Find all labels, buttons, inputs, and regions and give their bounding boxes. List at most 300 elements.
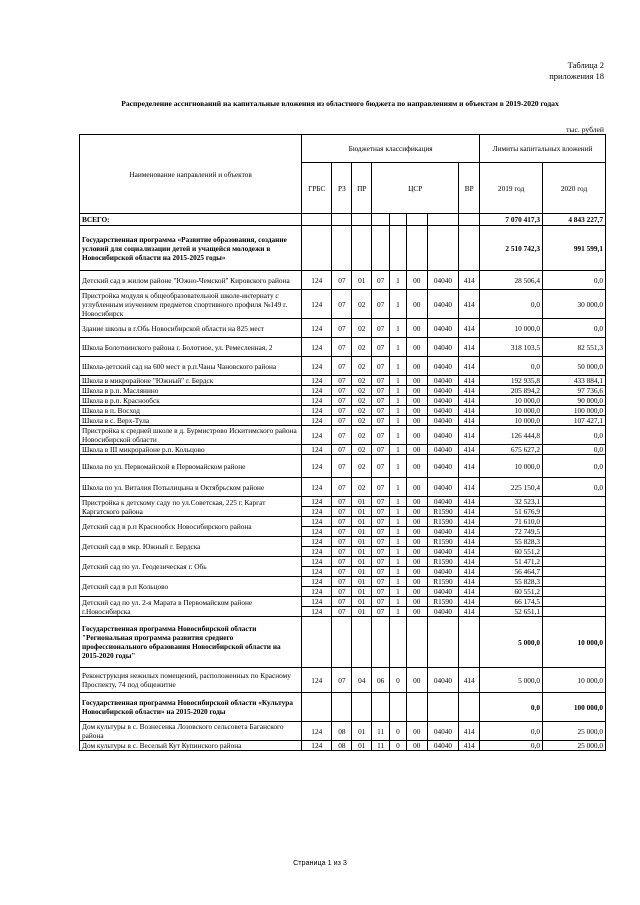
table-row bbox=[80, 416, 606, 426]
amount-2020 bbox=[543, 547, 606, 557]
code-vr: 414 bbox=[459, 406, 480, 416]
code-c1: 07 bbox=[372, 338, 390, 357]
code-c2: 1 bbox=[390, 271, 407, 290]
amount-2020 bbox=[543, 587, 606, 597]
code-c4: 04040 bbox=[427, 478, 458, 497]
object-name: Школа в р.п. Краснообск bbox=[80, 396, 302, 406]
code-pr: 01 bbox=[352, 722, 372, 741]
code-vr: 414 bbox=[459, 517, 480, 527]
code-c2: 1 bbox=[390, 478, 407, 497]
code-g: 124 bbox=[302, 406, 332, 416]
code-pr: 01 bbox=[352, 597, 372, 607]
amount-2020 bbox=[543, 537, 606, 547]
code-rz: 07 bbox=[332, 547, 352, 557]
code-c3: 00 bbox=[406, 376, 427, 386]
code-g: 124 bbox=[302, 478, 332, 497]
col-limits-header: Лимиты капитальных вложений bbox=[480, 135, 606, 163]
code-c1: 07 bbox=[372, 607, 390, 617]
code-rz: 07 bbox=[332, 668, 352, 693]
code-rz: 07 bbox=[332, 271, 352, 290]
page-footer: Страница 1 из 3 bbox=[293, 858, 347, 867]
amount-2019: 5 000,0 bbox=[480, 668, 543, 693]
object-name: Школа по ул. Виталия Потылицына в Октябрьском районе bbox=[80, 478, 302, 497]
code-vr: 414 bbox=[459, 290, 480, 319]
table-row bbox=[80, 577, 606, 587]
amount-2019: 10 000,0 bbox=[480, 416, 543, 426]
code-vr: 414 bbox=[459, 527, 480, 537]
code-rz: 07 bbox=[332, 527, 352, 537]
code-c1: 07 bbox=[372, 587, 390, 597]
amount-2019: 32 523,1 bbox=[480, 497, 543, 507]
object-name: Школа по ул. Первомайской в Первомайском районе bbox=[80, 455, 302, 478]
code-c1: 07 bbox=[372, 376, 390, 386]
amount-2019: 0,0 bbox=[480, 290, 543, 319]
amount-2020: 25 000,0 bbox=[543, 741, 606, 751]
code-c3: 00 bbox=[406, 567, 427, 577]
code-c4: 04040 bbox=[427, 319, 458, 338]
code-c4: 04040 bbox=[427, 455, 458, 478]
code-c1: 07 bbox=[372, 290, 390, 319]
empty-cell bbox=[427, 617, 458, 668]
code-c2: 1 bbox=[390, 537, 407, 547]
code-vr: 414 bbox=[459, 445, 480, 455]
amount-2019: 0,0 bbox=[480, 357, 543, 376]
code-vr: 414 bbox=[459, 547, 480, 557]
table-row bbox=[80, 722, 606, 741]
amount-2020 bbox=[543, 517, 606, 527]
empty-cell bbox=[390, 226, 407, 271]
table-row bbox=[80, 668, 606, 693]
col-grbs-header: ГРБС bbox=[302, 163, 332, 214]
code-c3: 00 bbox=[406, 527, 427, 537]
code-c3: 00 bbox=[406, 426, 427, 445]
code-rz: 07 bbox=[332, 478, 352, 497]
code-c4: 04040 bbox=[427, 406, 458, 416]
table-row bbox=[80, 557, 606, 567]
code-vr: 414 bbox=[459, 416, 480, 426]
amount-2019: 60 551,2 bbox=[480, 587, 543, 597]
amount-2019: 205 894,2 bbox=[480, 386, 543, 396]
amount-2019: 56 464,7 bbox=[480, 567, 543, 577]
code-c4: R1590 bbox=[427, 507, 458, 517]
empty-cell bbox=[332, 617, 352, 668]
code-c4: R1590 bbox=[427, 537, 458, 547]
code-g: 124 bbox=[302, 547, 332, 557]
code-pr: 02 bbox=[352, 338, 372, 357]
code-c1: 07 bbox=[372, 426, 390, 445]
total-row bbox=[80, 214, 606, 226]
code-vr: 414 bbox=[459, 597, 480, 607]
code-pr: 01 bbox=[352, 537, 372, 547]
code-c1: 07 bbox=[372, 557, 390, 567]
empty-cell bbox=[332, 226, 352, 271]
empty-cell bbox=[372, 617, 390, 668]
amount-2020: 97 736,6 bbox=[543, 386, 606, 396]
code-g: 124 bbox=[302, 455, 332, 478]
code-g: 124 bbox=[302, 741, 332, 751]
empty-cell bbox=[302, 226, 332, 271]
amount-2020 bbox=[543, 577, 606, 587]
amount-2020: 433 884,1 bbox=[543, 376, 606, 386]
amount-2020: 0,0 bbox=[543, 319, 606, 338]
code-vr: 414 bbox=[459, 557, 480, 567]
code-c1: 11 bbox=[372, 741, 390, 751]
code-c3: 00 bbox=[406, 547, 427, 557]
program-row bbox=[80, 693, 606, 722]
table-row bbox=[80, 357, 606, 376]
code-pr: 01 bbox=[352, 557, 372, 567]
code-c4: 04040 bbox=[427, 607, 458, 617]
empty-cell bbox=[302, 693, 332, 722]
object-name: Школа в микрорайоне "Южный" г. Бердск bbox=[80, 376, 302, 386]
code-c4: 04040 bbox=[427, 416, 458, 426]
code-c3: 00 bbox=[406, 386, 427, 396]
code-g: 124 bbox=[302, 338, 332, 357]
code-g: 124 bbox=[302, 357, 332, 376]
code-c4: 04040 bbox=[427, 426, 458, 445]
empty-cell bbox=[427, 693, 458, 722]
amount-2019: 10 000,0 bbox=[480, 406, 543, 416]
code-c4: 04040 bbox=[427, 587, 458, 597]
table-number: Таблица 2 bbox=[567, 60, 604, 70]
code-vr: 414 bbox=[459, 567, 480, 577]
amount-2019: 60 551,2 bbox=[480, 547, 543, 557]
code-g: 124 bbox=[302, 386, 332, 396]
code-c2: 1 bbox=[390, 406, 407, 416]
code-c4: R1590 bbox=[427, 517, 458, 527]
code-g: 124 bbox=[302, 587, 332, 597]
code-c4: 04040 bbox=[427, 741, 458, 751]
table-body bbox=[80, 135, 606, 751]
code-g: 124 bbox=[302, 319, 332, 338]
table-row bbox=[80, 338, 606, 357]
total-2019: 7 070 417,3 bbox=[480, 214, 543, 226]
table-row bbox=[80, 497, 606, 507]
empty-cell bbox=[406, 617, 427, 668]
code-c4: 04040 bbox=[427, 386, 458, 396]
code-c2: 1 bbox=[390, 290, 407, 319]
code-c2: 1 bbox=[390, 338, 407, 357]
code-g: 124 bbox=[302, 577, 332, 587]
code-pr: 02 bbox=[352, 319, 372, 338]
empty-cell bbox=[372, 226, 390, 271]
amount-2019: 10 000,0 bbox=[480, 455, 543, 478]
code-g: 124 bbox=[302, 597, 332, 607]
amount-2019: 2 510 742,3 bbox=[480, 226, 543, 271]
code-c1: 07 bbox=[372, 497, 390, 507]
table-caption bbox=[549, 60, 604, 82]
document-title: Распределение ассигнований на капитальные вложения из областного бюджета по направлениям и объектам в 2019-2020 годах bbox=[121, 99, 559, 108]
amount-2019: 0,0 bbox=[480, 722, 543, 741]
code-c2: 1 bbox=[390, 319, 407, 338]
amount-2020 bbox=[543, 567, 606, 577]
code-vr: 414 bbox=[459, 426, 480, 445]
total-2020: 4 843 227,7 bbox=[543, 214, 606, 226]
code-c4: 04040 bbox=[427, 357, 458, 376]
total-label: ВСЕГО: bbox=[80, 214, 302, 226]
code-c4: 04040 bbox=[427, 445, 458, 455]
code-c2: 1 bbox=[390, 587, 407, 597]
code-c3: 00 bbox=[406, 607, 427, 617]
code-c3: 00 bbox=[406, 416, 427, 426]
code-c2: 1 bbox=[390, 547, 407, 557]
amount-2019: 192 935,8 bbox=[480, 376, 543, 386]
code-c4: R1590 bbox=[427, 597, 458, 607]
object-name: Пристройка модуля к общеобразовательной школе-интернату с углубленным изучением предметов спортивного профиля №149 г. Новосибирск bbox=[80, 290, 302, 319]
empty-cell bbox=[459, 693, 480, 722]
code-vr: 414 bbox=[459, 741, 480, 751]
code-c3: 00 bbox=[406, 357, 427, 376]
amount-2019: 126 444,8 bbox=[480, 426, 543, 445]
table-row bbox=[80, 537, 606, 547]
code-g: 124 bbox=[302, 537, 332, 547]
code-pr: 02 bbox=[352, 445, 372, 455]
code-rz: 07 bbox=[332, 406, 352, 416]
code-g: 124 bbox=[302, 517, 332, 527]
amount-2020: 100 000,0 bbox=[543, 406, 606, 416]
code-c2: 1 bbox=[390, 416, 407, 426]
code-pr: 02 bbox=[352, 376, 372, 386]
code-c2: 1 bbox=[390, 426, 407, 445]
code-g: 124 bbox=[302, 376, 332, 386]
empty-cell bbox=[332, 693, 352, 722]
code-c1: 07 bbox=[372, 577, 390, 587]
object-name: Школа в с. Верх-Тула bbox=[80, 416, 302, 426]
code-c4: 04040 bbox=[427, 290, 458, 319]
code-c2: 1 bbox=[390, 557, 407, 567]
code-c3: 00 bbox=[406, 396, 427, 406]
code-vr: 414 bbox=[459, 396, 480, 406]
amount-2019: 675 627,2 bbox=[480, 445, 543, 455]
object-name: Государственная программа Новосибирской области "Региональная программа развития среднего профессионального образования Новосибирской области на 2015-2020 годы" bbox=[80, 617, 302, 668]
table-row bbox=[80, 517, 606, 527]
code-c2: 1 bbox=[390, 445, 407, 455]
code-c4: 04040 bbox=[427, 668, 458, 693]
amount-2020: 25 000,0 bbox=[543, 722, 606, 741]
code-vr: 414 bbox=[459, 497, 480, 507]
code-c3: 00 bbox=[406, 741, 427, 751]
code-pr: 02 bbox=[352, 357, 372, 376]
table-row bbox=[80, 396, 606, 406]
code-rz: 07 bbox=[332, 357, 352, 376]
code-c3: 00 bbox=[406, 668, 427, 693]
table-row bbox=[80, 290, 606, 319]
code-c2: 1 bbox=[390, 507, 407, 517]
code-g: 124 bbox=[302, 445, 332, 455]
code-c4: 04040 bbox=[427, 396, 458, 406]
code-c2: 1 bbox=[390, 497, 407, 507]
code-pr: 01 bbox=[352, 577, 372, 587]
empty-cell bbox=[302, 617, 332, 668]
amount-2020: 10 000,0 bbox=[543, 668, 606, 693]
code-vr: 414 bbox=[459, 319, 480, 338]
code-g: 124 bbox=[302, 557, 332, 567]
object-name: Пристройка к детскому саду по ул.Советская, 225 г. Каргат Каргатского района bbox=[80, 497, 302, 517]
amount-2019: 0,0 bbox=[480, 741, 543, 751]
code-c2: 1 bbox=[390, 607, 407, 617]
code-g: 124 bbox=[302, 271, 332, 290]
code-c3: 00 bbox=[406, 338, 427, 357]
code-g: 124 bbox=[302, 497, 332, 507]
code-c1: 07 bbox=[372, 567, 390, 577]
code-pr: 02 bbox=[352, 426, 372, 445]
code-vr: 414 bbox=[459, 537, 480, 547]
code-c3: 00 bbox=[406, 557, 427, 567]
code-c2: 1 bbox=[390, 577, 407, 587]
code-c3: 00 bbox=[406, 577, 427, 587]
amount-2019: 10 000,0 bbox=[480, 319, 543, 338]
code-g: 124 bbox=[302, 668, 332, 693]
code-pr: 02 bbox=[352, 416, 372, 426]
object-name: Школа Болотнинского района г. Болотное, ул. Ремесленная, 2 bbox=[80, 338, 302, 357]
code-c1: 06 bbox=[372, 668, 390, 693]
code-c1: 07 bbox=[372, 527, 390, 537]
col-vr-header: ВР bbox=[459, 163, 480, 214]
code-c3: 00 bbox=[406, 597, 427, 607]
empty-cell bbox=[352, 693, 372, 722]
code-c3: 00 bbox=[406, 507, 427, 517]
object-name: Реконструкция нежилых помещений, расположенных по Красному Проспекту, 74 под общежитие bbox=[80, 668, 302, 693]
code-rz: 07 bbox=[332, 557, 352, 567]
empty-cell bbox=[459, 617, 480, 668]
code-rz: 07 bbox=[332, 497, 352, 507]
object-name: Детский сад в р.п Кольцово bbox=[80, 577, 302, 597]
amount-2020: 0,0 bbox=[543, 445, 606, 455]
object-name: Детский сад в жилом районе "Южно-Чемской" Кировского района bbox=[80, 271, 302, 290]
object-name: Государственная программа Новосибирской области «Культура Новосибирской области» на 2015-2020 годы bbox=[80, 693, 302, 722]
code-c1: 07 bbox=[372, 507, 390, 517]
code-rz: 07 bbox=[332, 517, 352, 527]
code-rz: 07 bbox=[332, 597, 352, 607]
amount-2020 bbox=[543, 607, 606, 617]
col-rz-header: РЗ bbox=[332, 163, 352, 214]
code-c1: 11 bbox=[372, 722, 390, 741]
object-name: Школа в III микрорайоне р.п. Кольцово bbox=[80, 445, 302, 455]
amount-2019: 55 828,3 bbox=[480, 577, 543, 587]
amount-2020 bbox=[543, 557, 606, 567]
code-c3: 00 bbox=[406, 445, 427, 455]
code-rz: 07 bbox=[332, 416, 352, 426]
amount-2019: 225 150,4 bbox=[480, 478, 543, 497]
code-g: 124 bbox=[302, 607, 332, 617]
code-pr: 01 bbox=[352, 517, 372, 527]
code-pr: 01 bbox=[352, 741, 372, 751]
code-c1: 07 bbox=[372, 455, 390, 478]
code-pr: 01 bbox=[352, 527, 372, 537]
code-g: 124 bbox=[302, 527, 332, 537]
empty-cell bbox=[406, 693, 427, 722]
code-rz: 07 bbox=[332, 319, 352, 338]
code-rz: 07 bbox=[332, 386, 352, 396]
code-c4: 04040 bbox=[427, 376, 458, 386]
empty-cell bbox=[459, 226, 480, 271]
appendix-label: приложения 18 bbox=[549, 71, 604, 81]
object-name: Детский сад в мкр. Южный г. Бердска bbox=[80, 537, 302, 557]
code-vr: 414 bbox=[459, 386, 480, 396]
amount-2019: 71 610,0 bbox=[480, 517, 543, 527]
code-rz: 07 bbox=[332, 587, 352, 597]
code-pr: 01 bbox=[352, 547, 372, 557]
table-row bbox=[80, 478, 606, 497]
program-row bbox=[80, 617, 606, 668]
empty-cell bbox=[390, 693, 407, 722]
code-rz: 07 bbox=[332, 396, 352, 406]
code-c2: 1 bbox=[390, 567, 407, 577]
code-c1: 07 bbox=[372, 319, 390, 338]
code-vr: 414 bbox=[459, 478, 480, 497]
code-vr: 414 bbox=[459, 271, 480, 290]
code-c1: 07 bbox=[372, 386, 390, 396]
table-row bbox=[80, 597, 606, 607]
code-c3: 00 bbox=[406, 537, 427, 547]
table-row bbox=[80, 741, 606, 751]
table-row bbox=[80, 455, 606, 478]
code-c1: 07 bbox=[372, 478, 390, 497]
amount-2020: 107 427,1 bbox=[543, 416, 606, 426]
code-rz: 07 bbox=[332, 507, 352, 517]
object-name: Дом культуры в с. Веселый Кут Купинского района bbox=[80, 741, 302, 751]
code-c1: 07 bbox=[372, 537, 390, 547]
amount-2020 bbox=[543, 597, 606, 607]
code-vr: 414 bbox=[459, 668, 480, 693]
code-pr: 02 bbox=[352, 396, 372, 406]
code-c3: 00 bbox=[406, 319, 427, 338]
code-g: 124 bbox=[302, 290, 332, 319]
code-g: 124 bbox=[302, 567, 332, 577]
code-vr: 414 bbox=[459, 577, 480, 587]
code-pr: 02 bbox=[352, 386, 372, 396]
code-c3: 00 bbox=[406, 478, 427, 497]
amount-2020 bbox=[543, 497, 606, 507]
table-row bbox=[80, 319, 606, 338]
code-c3: 00 bbox=[406, 406, 427, 416]
header-row bbox=[80, 135, 606, 163]
amount-2020 bbox=[543, 507, 606, 517]
code-c2: 1 bbox=[390, 386, 407, 396]
code-g: 124 bbox=[302, 416, 332, 426]
code-c4: 04040 bbox=[427, 547, 458, 557]
code-vr: 414 bbox=[459, 722, 480, 741]
table-row bbox=[80, 271, 606, 290]
amount-2020: 50 000,0 bbox=[543, 357, 606, 376]
code-c1: 07 bbox=[372, 445, 390, 455]
code-rz: 08 bbox=[332, 741, 352, 751]
code-vr: 414 bbox=[459, 338, 480, 357]
code-pr: 01 bbox=[352, 497, 372, 507]
code-rz: 07 bbox=[332, 426, 352, 445]
col-csr-header: ЦСР bbox=[372, 163, 459, 214]
units-label: тыс. рублей bbox=[566, 125, 604, 134]
code-c2: 1 bbox=[390, 527, 407, 537]
object-name: Школа в р.п. Маслянино bbox=[80, 386, 302, 396]
code-rz: 07 bbox=[332, 577, 352, 587]
object-name: Детский сад по ул. Геодезическая г. Обь bbox=[80, 557, 302, 577]
code-pr: 01 bbox=[352, 271, 372, 290]
amount-2019: 28 506,4 bbox=[480, 271, 543, 290]
object-name: Государственная программа «Развитие образования, создание условий для социализации детей и учащейся молодежи в Новосибирской области на 2015-2025 годы» bbox=[80, 226, 302, 271]
code-c4: 04040 bbox=[427, 722, 458, 741]
code-c4: 04040 bbox=[427, 567, 458, 577]
code-vr: 414 bbox=[459, 587, 480, 597]
code-c1: 07 bbox=[372, 597, 390, 607]
table-row bbox=[80, 426, 606, 445]
code-c2: 0 bbox=[390, 741, 407, 751]
code-pr: 02 bbox=[352, 406, 372, 416]
code-c1: 07 bbox=[372, 357, 390, 376]
code-c1: 07 bbox=[372, 517, 390, 527]
code-pr: 01 bbox=[352, 567, 372, 577]
code-pr: 02 bbox=[352, 478, 372, 497]
